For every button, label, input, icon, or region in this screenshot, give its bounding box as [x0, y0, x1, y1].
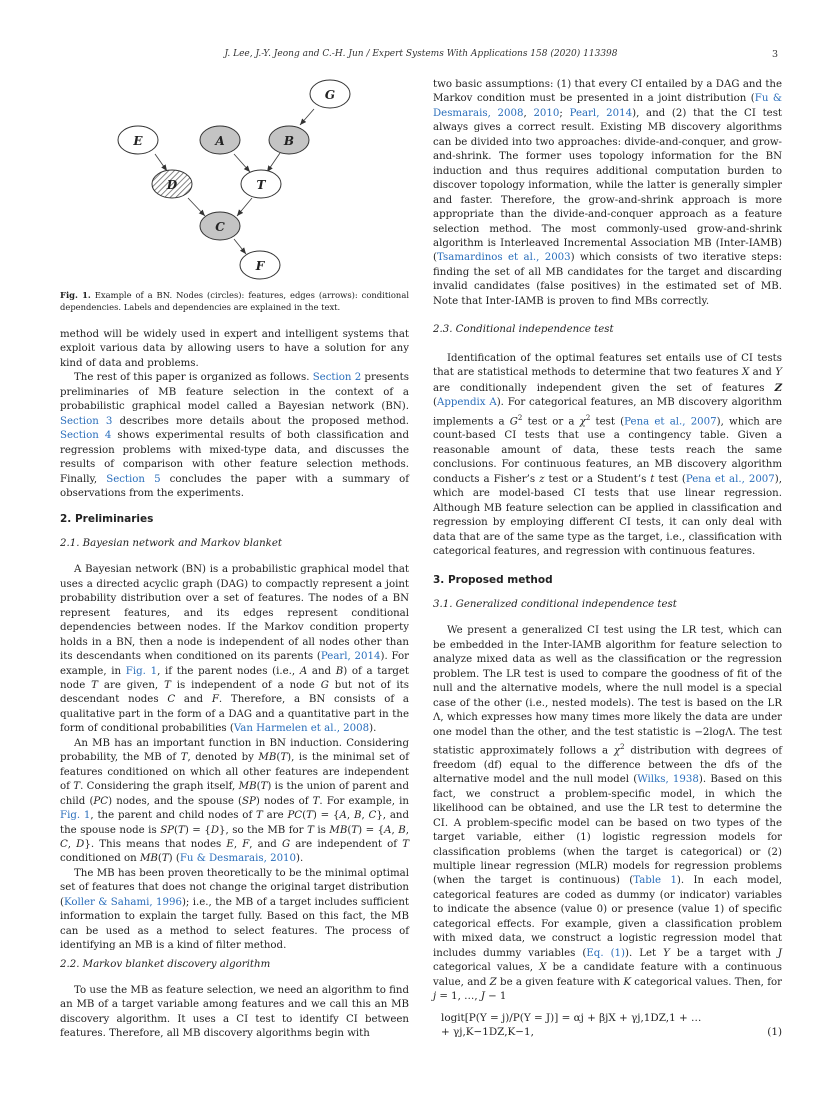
math-symbol: Y [775, 367, 782, 379]
equation-number: (1) [767, 1025, 782, 1038]
math-symbol: G [320, 679, 329, 691]
node-label: B [283, 134, 295, 148]
node-label: E [133, 134, 143, 148]
math-symbol: MB [139, 853, 158, 865]
citation-link[interactable]: Section 2 [312, 372, 362, 384]
math-symbol: J [480, 991, 485, 1003]
math-symbol: T [256, 810, 263, 822]
edge-g-b [300, 109, 314, 125]
equation-line: + γj,K−1DZ,K−1, [441, 1025, 534, 1038]
paragraph: method will be widely used in expert and intelligent systems that exploit various data by allowing users to have a solution for any kind of data and problems. [60, 329, 409, 369]
math-symbol: T [260, 781, 268, 793]
citation-link[interactable]: Van Harmelen et al., 2008 [233, 723, 370, 735]
citation-link[interactable]: Eq. (1) [586, 947, 626, 959]
citation-link[interactable]: Fig. 1 [125, 665, 158, 677]
math-symbol: E [226, 838, 234, 850]
equation-line: logit[P(Y = j)/P(Y = J)] = αj + βjX + γj,1DZ,1 + … [441, 1011, 702, 1024]
math-symbol: X [539, 962, 547, 974]
edge-t-c [237, 198, 252, 216]
citation-link[interactable]: Fu & Desmarais, 2008 [433, 93, 783, 119]
subsection-heading: 2.1. Bayesian network and Markov blanket [60, 537, 282, 549]
math-symbol: t [650, 473, 655, 485]
math-symbol: B [353, 810, 362, 822]
left-column [60, 328, 409, 1042]
citation-link[interactable]: Section 4 [60, 430, 112, 442]
math-symbol: T [312, 795, 320, 807]
math-symbol: B [335, 665, 344, 677]
math-symbol: T [307, 824, 314, 836]
math-symbol: MB [238, 781, 257, 793]
node-d [152, 170, 192, 198]
math-symbol: PC [93, 795, 109, 807]
paragraph: An MB has an important function in BN induction. Considering probability, the MB of T, denoted by MB(T), is the minimal set of features conditioned on which all other features are independent of T. Considering the graph itself, MB(T) is the union of parent and child (PC) nodes, and the spouse (SP) nodes of T. For example, in Fig. 1, the parent and child nodes of T are PC(T) = {A, B, C}, and the spouse node is SP(T) = {D}, so the MB for T is MB(T) = {A, B, C, D}. This means that nodes E, F, and G are independent of T conditioned on MB(T) (Fu & Desmarais, 2010). [60, 737, 410, 865]
math-symbol: MB [329, 824, 348, 836]
citation-link[interactable]: Fig. 1 [60, 810, 91, 822]
node-label: F [255, 259, 265, 273]
subsection-heading: 2.3. Conditional independence test [433, 324, 614, 336]
paragraph: The MB has been proven theoretically to be the minimal optimal set of features that does not change the original target distribution (Koller & Sahami, 1996); i.e., the MB of a target includes sufficient information to explain the target fully. Based on this fact, the MB can be used as a method to select features. The process of identifying an MB is a kind of filter method. [60, 867, 409, 952]
caption-text: Example of a BN. Nodes (circles): features, edges (arrows): conditional dependencies. Labels and dependencies are explained in the text. [60, 290, 409, 312]
right-column [433, 78, 782, 1039]
citation-link[interactable]: 2010 [533, 107, 560, 119]
paragraph: two basic assumptions: (1) that every CI entailed by a DAG and the Markov condition must be presented in a joint distribution (Fu & Desmarais, 2008, 2010; Pearl, 2014), and (2) that the CI test always gives a correct result. Existing MB discovery algorithms can be divided into two approaches: divide-and-conquer, and grow-and-shrink. The former uses topology information for the BN induction and thus requires additional computation burden to discover topology information, while the latter is generally simpler and faster. Therefore, the grow-and-shrink approach is more appropriate than the divide-and-conquer approach as a feature selection method. The most commonly-used grow-and-shrink algorithm is Interleaved Incremental Association MB (Inter-IAMB) (Tsamardinos et al., 2003) which consists of two iterative steps: finding the set of all MB candidates for the target and discarding invalid candidates (false positives) in the estimated set of MB. Note that Inter-IAMB is proven to find MBs correctly. [433, 79, 783, 307]
edge-e-d [155, 154, 167, 171]
caption-label: Fig. 1. [60, 290, 91, 300]
math-symbol: Z [774, 381, 782, 394]
subsection-heading: 2.2. Markov blanket discovery algorithm [60, 958, 271, 970]
paragraph: We present a generalized CI test using the LR test, which can be embedded in the Inter-IAMB algorithm for feature selection to analyze mixed data as well as the classification or the regression problem. The LR test is used to compare the goodness of fit of the null and the alternative models, where the null model is a special case of the other (i.e., nested models). The test is based on the LR Λ, which expresses how many times more likely the data are under one model than the other, and the test statistic is −2logΛ. The test statistic approximately follows a $\chi^2$ distribution with degrees of freedom (df) equal to the difference between the dfs of the alternative model and the null model (Wilks, 1938). Based on this fact, we construct a problem-specific model, in which the likelihood can be obtained, and use the LR test to determine the CI. A problem-specific model can be based on two types of the target variable, either (1) logistic regression models for classification problems (when the target is categorical) or (2) multiple linear regression (MLR) models for regression problems (when the target is continuous) (Table 1). In each model, categorical features are coded as dummy (or indicator) variables to indicate the absence (value 0) or presence (value 1) of specific categorical effects. For example, given a classification problem with mixed data, we construct a logistic regression model that includes dummy variables (Eq. (1)). Let Y be a target with J categorical values, X be a candidate feature with a continuous value, and Z be a given feature with K categorical values. Then, for j = 1, …, J − 1 [433, 625, 783, 1003]
math-symbol: z [539, 473, 545, 485]
citation-link[interactable]: Pearl, 2014 [320, 651, 381, 663]
node-c [200, 212, 240, 240]
paragraph: To use the MB as feature selection, we need an algorithm to find an MB of a target variable among features and we call this an MB discovery algorithm. It uses a CI test to identify CI between features. Therefore, all MB discovery algorithms begin with [60, 985, 409, 1040]
paragraph: The rest of this paper is organized as follows. Section 2 presents preliminaries of MB feature selection in the context of a probabilistic graphical model called a Bayesian network (BN). Section 3 describes more details about the proposed method. Section 4 shows experimental results of both classification and regression problems with mixed-type data, and discusses the results of comparison with other feature selection methods. Finally, Section 5 concludes the paper with a summary of observations from the experiments. [60, 372, 410, 499]
citation-link[interactable]: Appendix A [436, 397, 497, 409]
math-symbol: MB [258, 752, 277, 764]
edge-a-t [234, 154, 250, 172]
section-heading: 3. Proposed method [433, 574, 553, 587]
math-symbol: Z [489, 976, 497, 988]
math-symbol: B [398, 824, 406, 836]
node-b [269, 126, 309, 154]
math-symbol: C [368, 810, 377, 822]
citation-link[interactable]: Section 5 [106, 473, 161, 485]
node-label: A [215, 134, 225, 148]
node-g [310, 80, 350, 108]
citation-link[interactable]: Section 3 [60, 415, 113, 427]
node-f [240, 251, 280, 279]
math-symbol: SP [160, 824, 175, 836]
citation-link[interactable]: Table 1 [633, 875, 677, 887]
math-symbol: D [76, 838, 85, 850]
figure-caption [60, 290, 409, 313]
subsection-heading: 3.1. Generalized conditional independence test [433, 598, 677, 610]
bn-figure [110, 76, 370, 286]
math-symbol: X [741, 367, 750, 379]
math-symbol: J [777, 947, 783, 959]
math-symbol: F [242, 838, 250, 850]
node-label: T [256, 178, 266, 192]
math-symbol: SP [242, 795, 256, 807]
math-symbol: C [60, 838, 68, 850]
math-symbol: PC [287, 810, 303, 822]
citation-link[interactable]: Wilks, 1938 [637, 774, 699, 786]
math-symbol: F [211, 694, 219, 706]
math-symbol: A [299, 665, 308, 677]
node-label: D [166, 178, 178, 192]
math-symbol: T [402, 838, 409, 850]
math-symbol: j [433, 991, 437, 1003]
edge-c-f [234, 239, 246, 254]
citation-link[interactable]: Pearl, 2014 [569, 107, 633, 119]
math-symbol: C [167, 694, 176, 706]
math-symbol: χ [579, 415, 586, 427]
math-symbol: T [178, 824, 185, 836]
citation-link[interactable]: Koller & Sahami, 1996 [63, 896, 182, 908]
node-label: G [324, 88, 336, 102]
math-symbol: T [161, 853, 169, 865]
node-t [241, 170, 281, 198]
citation-link[interactable]: Tsamardinos et al., 2003 [436, 252, 571, 264]
equation-row [441, 1025, 782, 1039]
citation-link[interactable]: Fu & Desmarais, 2010 [179, 853, 297, 865]
running-header: J. Lee, J.-Y. Jeong and C.-H. Jun / Expert Systems With Applications 158 (2020) 113398 [224, 49, 618, 59]
math-symbol: D [210, 824, 220, 836]
math-symbol: G [509, 415, 518, 427]
node-e [118, 126, 158, 154]
math-symbol: A [339, 810, 347, 822]
math-symbol: T [180, 752, 188, 764]
citation-link[interactable]: Pena et al., 2007 [685, 473, 775, 485]
math-symbol: T [91, 679, 98, 691]
math-symbol: A [384, 824, 392, 836]
math-symbol: T [306, 810, 313, 822]
superscript: 2 [517, 413, 523, 422]
edge-b-t [267, 153, 280, 172]
superscript: 2 [620, 742, 625, 751]
paragraph: Identification of the optimal features set entails use of CI tests that are statistical methods to determine that two features X and Y are conditionally independent given the set of features Z (Appendix A). For categorical features, an MB discovery algorithm implements a $G^2$ test or a $\chi^2$ test (Pena et al., 2007), which are count-based CI tests that use a contingency table. Given a reasonable amount of data, these tests reach the same conclusions. For continuous features, an MB discovery algorithm conducts a Fisher’s z test or a Student’s t test (Pena et al., 2007), which are model-based CI tests that use linear regression. Although MB feature selection can be applied in classification and regression by employing different CI tests, it can only deal with data that are of the same type as the target, i.e., classification with categorical features, and regression with continuous features. [433, 352, 783, 557]
section-heading: 2. Preliminaries [60, 513, 154, 526]
edge-d-c [188, 198, 205, 216]
math-symbol: T [73, 781, 81, 793]
math-symbol: T [164, 679, 171, 691]
math-symbol: K [623, 976, 631, 988]
math-symbol: Y [663, 947, 670, 959]
math-symbol: χ [613, 745, 621, 757]
equation [433, 1011, 782, 1040]
citation-link[interactable]: Pena et al., 2007 [624, 415, 717, 427]
node-a [200, 126, 240, 154]
node-label: C [215, 220, 225, 234]
page-number: 3 [772, 49, 779, 60]
math-symbol: T [351, 824, 359, 836]
math-symbol: G [281, 838, 291, 850]
paragraph: A Bayesian network (BN) is a probabilistic graphical model that uses a directed acyclic graph (DAG) to compactly represent a joint probability distribution over a set of features. The nodes of a BN represent features, and its edges represent conditional dependencies between nodes. If the Markov condition property holds in a BN, then a node is independent of all nodes other than its descendants when conditioned on its parents (Pearl, 2014). For example, in Fig. 1, if the parent nodes (i.e., A and B) of a target node T are given, T is independent of a node G but not of its descendant nodes C and F. Therefore, a BN consists of a qualitative part in the form of a DAG and a quantitative part in the form of conditional probabilities (Van Harmelen et al., 2008). [60, 564, 410, 735]
superscript: 2 [585, 413, 591, 422]
math-symbol: T [280, 752, 288, 764]
